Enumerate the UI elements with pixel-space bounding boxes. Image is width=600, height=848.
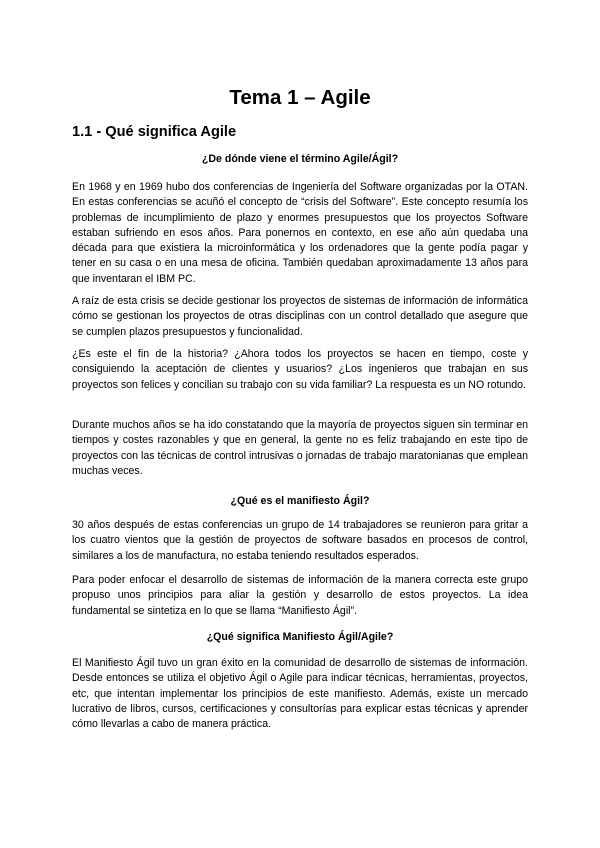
paragraph-3: ¿Es este el fin de la historia? ¿Ahora todos los proyectos se hacen en tiempo, coste y consiguiendo la aceptación de clientes y usuarios? ¿Los ingenieros que trabajan en sus proyectos son felices y concilian su trabajo con su vida familiar? La respuesta es un NO rotundo.: [72, 348, 528, 391]
subheading-origin: ¿De dónde viene el término Agile/Ágil?: [201, 153, 399, 165]
subheading-manifesto: ¿Qué es el manifiesto Ágil?: [230, 495, 370, 507]
paragraph-2: A raíz de esta crisis se decide gestionar los proyectos de sistemas de información de informática cómo se gestionan los proyectos de otras disciplinas con un control detallado que asegure que se cumplen plazos presupuestos y funcionalidad.: [72, 295, 528, 338]
section-heading: 1.1 - Qué significa Agile: [72, 124, 237, 140]
subheading-meaning: ¿Qué significa Manifiesto Ágil/Agile?: [206, 631, 394, 643]
document-page: [72, 0, 528, 848]
paragraph-6: Para poder enfocar el desarrollo de sistemas de información de la manera correcta este grupo propuso unos principios para aliar la gestión y desarrollo de estos proyectos. La idea fundamental se sintetiza en lo que se llama “Manifiesto Ágil”.: [72, 574, 528, 617]
paragraph-7: El Manifiesto Ágil tuvo un gran éxito en la comunidad de desarrollo de sistemas de información. Desde entonces se utiliza el objetivo Ágil o Agile para indicar técnicas, herramientas, proyectos, etc, que intentan implementar los principios de este manifiesto. Además, existe un mercado lucrativo de libros, cursos, certificaciones y consultorías para explicar estas técnicas y aprender cómo llevarlas a cabo de manera práctica.: [72, 657, 528, 731]
document-title: Tema 1 – Agile: [229, 86, 371, 109]
paragraph-4: Durante muchos años se ha ido constatando que la mayoría de proyectos siguen sin terminar en tiempos y costes razonables y que en general, la gente no es feliz trabajando en este tipo de proyectos con las técnicas de control intrusivas o jornadas de trabajo maratonianas que emplean muchas veces.: [72, 419, 528, 477]
paragraph-5: 30 años después de estas conferencias un grupo de 14 trabajadores se reunieron para gritar a los cuatro vientos que la gestión de proyectos de software basados en procesos de control, similares a los de manufactura, no estaba teniendo resultados esperados.: [72, 519, 528, 562]
paragraph-1: En 1968 y en 1969 hubo dos conferencias de Ingeniería del Software organizadas por la OTAN. En estas conferencias se acuñó el concepto de “crisis del Software”. Este concepto resumía los problemas de incumplimiento de plazo y enormes presupuestos que los proyectos Software estaban sufriendo en esos años. Para ponernos en contexto, en ese año aún quedaba una década para que existiera la microinformática y los ordenadores que la gente podía pagar y tener en su casa o en una mesa de oficina. También quedaban aproximadamente 13 años para que inventaran el IBM PC.: [72, 181, 528, 285]
